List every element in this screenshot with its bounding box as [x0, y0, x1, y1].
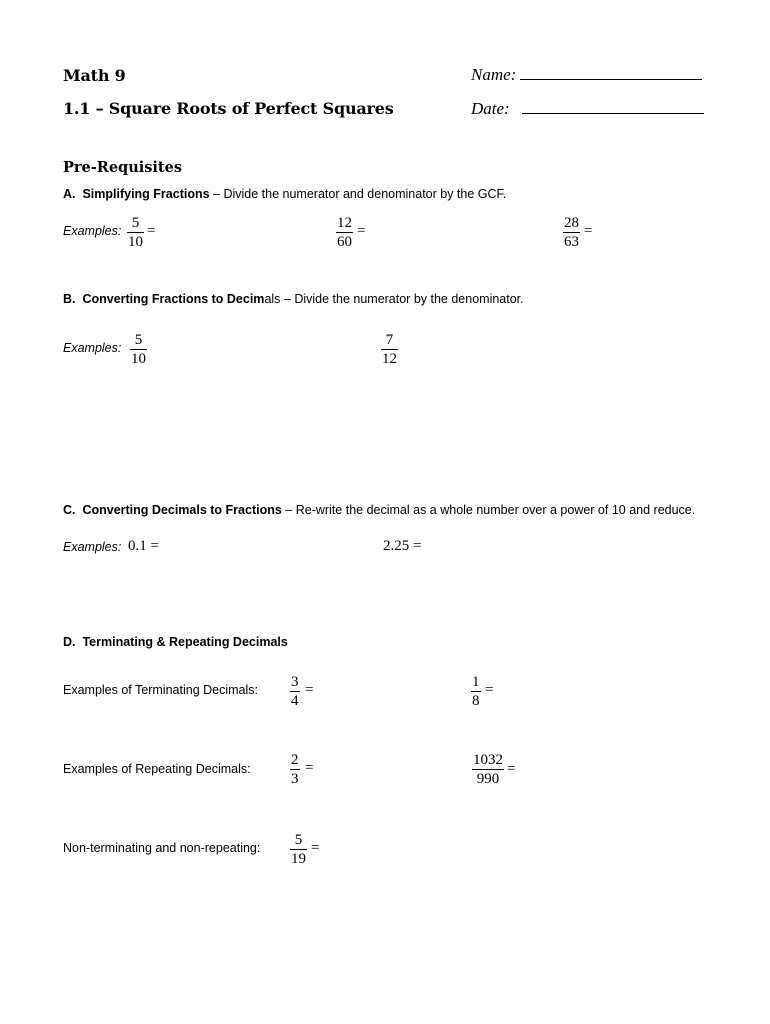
fraction-d-rep1 — [290, 751, 300, 788]
fraction-a3 — [563, 214, 580, 251]
date-blank[interactable] — [522, 113, 704, 114]
section-b-heading — [63, 292, 524, 306]
prereq-heading: Pre-Requisites — [63, 159, 183, 176]
date-field[interactable] — [471, 99, 704, 119]
denominator: 60 — [337, 234, 352, 250]
equals-sign: = — [507, 761, 516, 777]
name-label: Name: — [471, 65, 517, 84]
examples-label-text: Examples — [63, 224, 118, 238]
fraction-d-term2 — [471, 673, 481, 710]
fraction-d-rep2 — [472, 751, 504, 788]
section-d-letter: D. — [63, 635, 76, 649]
denominator: 10 — [128, 234, 143, 250]
section-b-letter: B. — [63, 292, 76, 306]
denominator: 4 — [291, 693, 299, 709]
numerator: 1032 — [473, 752, 503, 768]
section-b-title-rest: als — [264, 292, 281, 306]
numerator: 5 — [294, 832, 303, 848]
fraction-a2 — [336, 214, 353, 251]
denominator: 8 — [472, 693, 480, 709]
denominator: 990 — [476, 771, 500, 787]
denominator: 3 — [291, 771, 299, 787]
fraction-a1 — [127, 214, 144, 251]
section-a-title: Simplifying Fractions — [82, 187, 210, 201]
fraction-d-term1 — [290, 673, 300, 710]
name-field[interactable] — [471, 65, 702, 85]
section-a-description: – Divide the numerator and denominator by the GCF. — [209, 187, 507, 201]
section-d-title: Terminating & Repeating Decimals — [82, 635, 288, 649]
fraction-b2 — [381, 331, 398, 368]
section-c-heading — [63, 503, 695, 517]
numerator: 2 — [291, 752, 299, 768]
fraction-b1 — [130, 331, 147, 368]
denominator: 63 — [564, 234, 579, 250]
terminating-label: Examples of Terminating Decimals: — [63, 683, 258, 697]
numerator: 1 — [472, 674, 480, 690]
section-b-description: – Divide the numerator by the denominator. — [280, 292, 524, 306]
equals-sign: = — [147, 223, 156, 239]
denominator: 19 — [291, 851, 306, 867]
nonterm-label: Non-terminating and non-repeating: — [63, 841, 261, 855]
section-c-description: – Re-write the decimal as a whole number over a power of 10 and reduce. — [281, 503, 696, 517]
decimal-example-2: 2.25 = — [383, 538, 422, 554]
equals-sign: = — [305, 682, 314, 698]
section-b-examples-label: Examples: — [63, 341, 122, 355]
numerator: 28 — [564, 215, 579, 231]
equals-sign: = — [485, 682, 494, 698]
fraction-d-nonterm1 — [290, 831, 307, 868]
equals-sign: = — [357, 223, 366, 239]
section-d-heading — [63, 635, 288, 649]
section-c-title: Converting Decimals to Fractions — [82, 503, 282, 517]
lesson-title: 1.1 – Square Roots of Perfect Squares — [63, 99, 394, 118]
decimal-example-1: 0.1 = — [128, 538, 159, 554]
equals-sign: = — [305, 760, 314, 776]
numerator: 12 — [337, 215, 352, 231]
numerator: 5 — [131, 215, 140, 231]
denominator: 12 — [382, 351, 397, 367]
numerator: 7 — [385, 332, 394, 348]
section-a-heading — [63, 187, 506, 201]
name-blank[interactable] — [520, 79, 702, 80]
section-c-letter: C. — [63, 503, 76, 517]
examples-label-text: Examples — [63, 540, 118, 554]
section-b-title: Converting Fractions to Decim — [82, 292, 265, 306]
examples-label-text: Examples — [63, 341, 118, 355]
equals-sign: = — [584, 223, 593, 239]
section-a-letter: A. — [63, 187, 76, 201]
numerator: 3 — [291, 674, 299, 690]
section-c-examples-label: Examples: — [63, 540, 122, 554]
course-title: Math 9 — [63, 66, 126, 85]
numerator: 5 — [134, 332, 143, 348]
repeating-label: Examples of Repeating Decimals: — [63, 762, 251, 776]
date-label: Date: — [471, 99, 510, 118]
denominator: 10 — [131, 351, 146, 367]
section-a-examples-label: Examples: — [63, 224, 122, 238]
equals-sign: = — [311, 840, 320, 856]
